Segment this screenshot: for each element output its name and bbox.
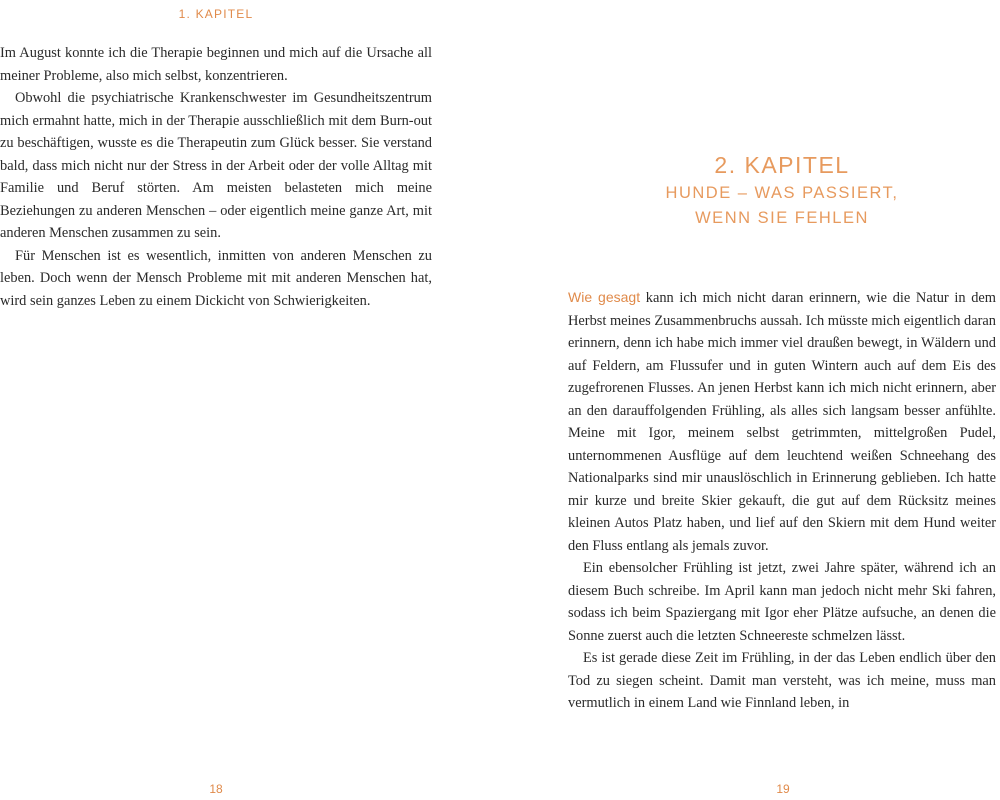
right-body-text — [568, 286, 996, 715]
page-number-left: 18 — [209, 782, 223, 796]
running-head: 1. KAPITEL — [178, 7, 254, 21]
chapter-title-line-2: WENN SIE FEHLEN — [695, 209, 869, 227]
paragraph: Für Menschen ist es wesentlich, inmitten von anderen Menschen zu leben. Doch wenn der Mensch Probleme mit mit anderen Menschen hat, wird sein ganzes Leben zu einem Dickicht von Schwierigkeiten. — [0, 247, 432, 309]
lead-in: Wie gesagt — [568, 289, 641, 305]
paragraph: Im August konnte ich die Therapie beginnen und mich auf die Ursache all meiner Probleme, also mich selbst, konzentrieren. — [0, 45, 432, 84]
paragraph: Es ist gerade diese Zeit im Frühling, in der das Leben endlich über den Tod zu siegen scheint. Damit man versteht, was ich meine, muss man vermutlich in einem Land wie Finnland leben, in — [568, 650, 996, 711]
chapter-number: 2. KAPITEL — [714, 152, 850, 178]
paragraph: Obwohl die psychiatrische Krankenschwester im Gesundheitszentrum mich ermahnt hatte, mich in der Therapie ausschließlich mit dem Burn-out zu beschäftigen, wusste es die Therapeutin zum Glück besser. Sie verstand bald, dass mich nicht nur der Stress in der Arbeit oder der volle Alltag mit Familie und Beruf störten. Am meisten belasteten mich meine Beziehungen zu anderen Menschen – oder eigentlich meine ganze Art, mit anderen Menschen zusammen zu sein. — [0, 90, 432, 241]
chapter-title-line-1: HUNDE – WAS PASSIERT, — [665, 184, 899, 202]
opening-paragraph — [568, 286, 996, 557]
right-page — [568, 0, 996, 800]
paragraph: Ein ebensolcher Frühling ist jetzt, zwei Jahre später, während ich an diesem Buch schreibe. Im April kann man jedoch nicht mehr Ski fahren, sodass ich beim Spaziergang mit Igor eher Plätze aufsuche, an denen die Sonne zuerst auch die letzten Schneereste schmelzen lässt. — [568, 560, 996, 644]
left-page — [0, 0, 432, 800]
opening-paragraph-text: kann ich mich nicht daran erinnern, wie die Natur in dem Herbst meines Zusammenbruchs aussah. Ich müsste mich eigentlich daran erinnern, denn ich habe mich immer viel draußen bewegt, in Wäldern und auf Feldern, am Flussufer und in guten Wintern auch auf dem Eis des zugefrorenen Flusses. An jenen Herbst kann ich mich nicht erinnern, aber an den darauffolgenden Frühling, als alles sich langsam besser anfühlte. Meine mit Igor, meinem selbst getrimmten, mittelgroßen Pudel, unternommenen Ausflüge auf dem leuchtend weißen Schneehang des Nationalparks sind mir unauslöschlich in Erinnerung geblieben. Ich hatte mir kurze und breite Skier gekauft, die gut auf dem Rücksitz meines kleinen Autos Platz haben, und lief auf den Skiern mit dem Hund weiter den Fluss entlang als jemals zuvor. — [568, 290, 997, 554]
left-body-text — [0, 42, 432, 312]
page-number-right: 19 — [776, 782, 790, 796]
chapter-heading — [568, 150, 996, 230]
